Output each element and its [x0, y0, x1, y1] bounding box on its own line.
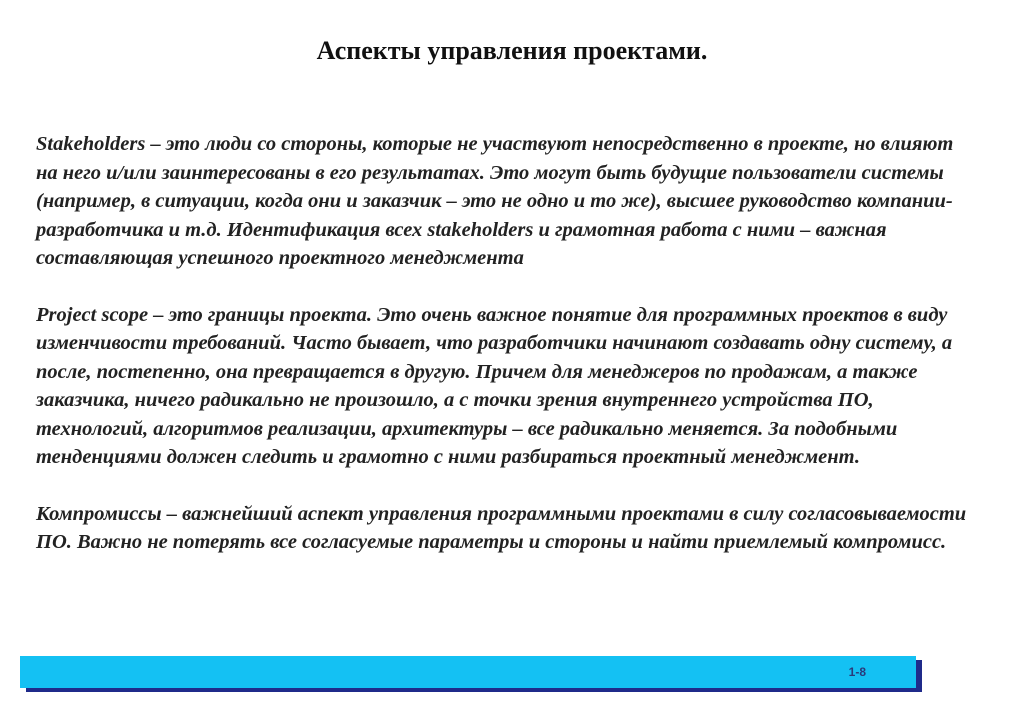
footer-bar — [20, 656, 916, 688]
slide-body — [36, 130, 976, 585]
slide-title: Аспекты управления проектами. — [316, 36, 708, 65]
paragraph-stakeholders: Stakeholders – это люди со стороны, которые не участвуют непосредственно в проекте, но влияют на него и/или заинтересованы в его результатах. Это могут быть будущие пользователи системы (например, в ситуации, когда они и заказчик – это не одно и то же), высшее руководство компании-разработчика и т.д. Идентификация всех stakeholders и грамотная работа с ними – важная составляющая успешного проектного менеджмента — [36, 133, 954, 269]
page-number: 1-8 — [848, 665, 866, 679]
paragraph-project-scope: Project scope – это границы проекта. Это очень важное понятие для программных проектов в виду изменчивости требований. Часто бывает, что разработчики начинают создавать одну систему, а после, постепенно, она превращается в другую. Причем для менеджеров по продажам, а также заказчика, ничего радикально не произошло, а с точки зрения внутреннего устройства ПО, технологий, алгоритмов реализации, архитектуры – все радикально меняется. За подобными тенденциями должен следить и грамотно с ними разбираться проектный менеджмент. — [36, 303, 953, 468]
paragraph-compromises: Компромиссы – важнейший аспект управления программными проектами в силу согласовываемости ПО. Важно не потерять все согласуемые параметры и стороны и найти приемлемый компромисс. — [36, 502, 967, 553]
